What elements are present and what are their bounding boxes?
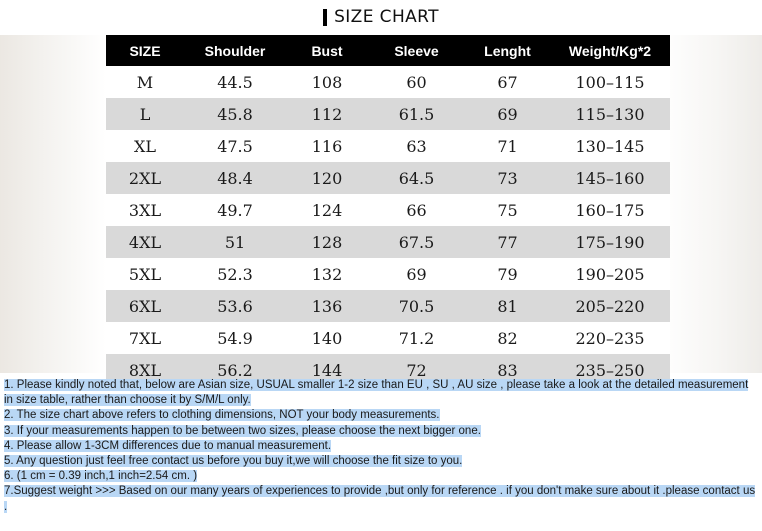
cell-size: L [106,98,184,130]
header-weight: Weight/Kg*2 [550,35,670,66]
notes-section [4,378,758,515]
cell-shoulder: 53.6 [184,290,286,322]
cell-size: 4XL [106,226,184,258]
cell-weight: 130–145 [550,130,670,162]
table-row [106,162,670,194]
cell-weight: 220–235 [550,322,670,354]
cell-lenght: 73 [465,162,550,194]
cell-sleeve: 67.5 [368,226,465,258]
note-item [4,469,758,484]
left-edge-decoration [0,35,106,373]
cell-sleeve: 70.5 [368,290,465,322]
table-row [106,194,670,226]
cell-weight: 100–115 [550,66,670,98]
title-text: SIZE CHART [334,7,439,27]
cell-lenght: 83 [465,354,550,386]
cell-size: 6XL [106,290,184,322]
cell-weight: 235–250 [550,354,670,386]
header-sleeve: Sleeve [368,35,465,66]
table-row [106,226,670,258]
cell-size: 5XL [106,258,184,290]
cell-weight: 205–220 [550,290,670,322]
note-text: 7.Suggest weight >>> Based on our many years of experiences to provide ,but only for reference . if you don't make sure about it .please contact us . [4,485,756,513]
cell-bust: 124 [286,194,368,226]
cell-bust: 144 [286,354,368,386]
cell-shoulder: 48.4 [184,162,286,194]
cell-lenght: 77 [465,226,550,258]
note-text: 3. If your measurements happen to be between two sizes, please choose the next bigger one. [4,424,481,437]
cell-size: 3XL [106,194,184,226]
note-text: 2. The size chart above refers to clothing dimensions, NOT your body measurements. [4,409,440,422]
header-lenght: Lenght [465,35,550,66]
cell-size: M [106,66,184,98]
cell-shoulder: 45.8 [184,98,286,130]
size-table [106,35,670,386]
note-text: 5. Any question just feel free contact us before you buy it,we will choose the fit size to you. [4,455,463,468]
cell-lenght: 82 [465,322,550,354]
cell-sleeve: 71.2 [368,322,465,354]
note-item [4,484,758,514]
table-row [106,130,670,162]
size-table-container [106,35,658,386]
page-title [0,2,762,32]
note-item [4,424,758,439]
cell-weight: 160–175 [550,194,670,226]
size-chart-page [0,2,762,531]
cell-lenght: 71 [465,130,550,162]
cell-weight: 175–190 [550,226,670,258]
cell-sleeve: 60 [368,66,465,98]
cell-bust: 120 [286,162,368,194]
cell-bust: 136 [286,290,368,322]
table-row [106,322,670,354]
table-row [106,98,670,130]
cell-lenght: 81 [465,290,550,322]
cell-sleeve: 69 [368,258,465,290]
table-row [106,290,670,322]
cell-lenght: 69 [465,98,550,130]
cell-size: XL [106,130,184,162]
table-row [106,66,670,98]
cell-shoulder: 44.5 [184,66,286,98]
note-text: 1. Please kindly noted that, below are Asian size, USUAL smaller 1-2 size than EU , SU , AU size , please take a look at the detailed measurement in size table, rather than choose it by S/M/L only. [4,379,749,407]
header-bust: Bust [286,35,368,66]
cell-shoulder: 52.3 [184,258,286,290]
cell-shoulder: 51 [184,226,286,258]
cell-lenght: 67 [465,66,550,98]
cell-weight: 190–205 [550,258,670,290]
note-text: 4. Please allow 1-3CM differences due to manual measurement. [4,439,332,452]
header-size: SIZE [106,35,184,66]
cell-bust: 140 [286,322,368,354]
cell-bust: 112 [286,98,368,130]
cell-size: 2XL [106,162,184,194]
note-item [4,439,758,454]
title-accent-bar [323,9,327,26]
cell-lenght: 75 [465,194,550,226]
note-item [4,454,758,469]
cell-sleeve: 64.5 [368,162,465,194]
cell-sleeve: 66 [368,194,465,226]
cell-shoulder: 47.5 [184,130,286,162]
cell-shoulder: 54.9 [184,322,286,354]
cell-size: 8XL [106,354,184,386]
cell-weight: 115–130 [550,98,670,130]
table-header-row [106,35,670,66]
cell-bust: 132 [286,258,368,290]
cell-shoulder: 56.2 [184,354,286,386]
cell-size: 7XL [106,322,184,354]
cell-bust: 128 [286,226,368,258]
note-text: 6. (1 cm = 0.39 inch,1 inch=2.54 cm. ) [4,470,198,483]
table-row [106,258,670,290]
cell-sleeve: 61.5 [368,98,465,130]
header-shoulder: Shoulder [184,35,286,66]
right-edge-decoration [658,35,762,373]
cell-bust: 108 [286,66,368,98]
note-item [4,378,758,408]
cell-sleeve: 63 [368,130,465,162]
cell-bust: 116 [286,130,368,162]
cell-lenght: 79 [465,258,550,290]
cell-shoulder: 49.7 [184,194,286,226]
cell-weight: 145–160 [550,162,670,194]
note-item [4,408,758,423]
cell-sleeve: 72 [368,354,465,386]
